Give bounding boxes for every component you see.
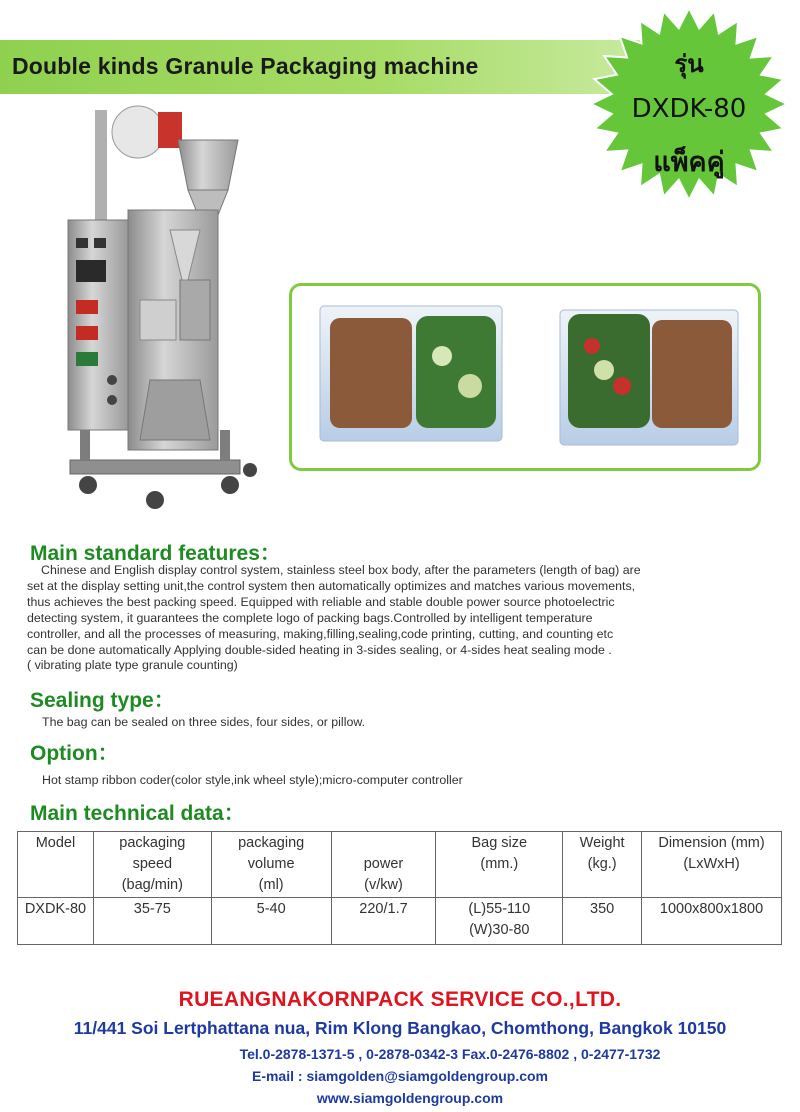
option-heading: Option：: [30, 742, 119, 765]
features-line: Chinese and English display control system, stainless steel box body, after the parameters (length of bag) are: [41, 563, 641, 577]
cell-volume: 5-40: [211, 898, 331, 945]
features-line: controller, and all the processes of measuring, making,filling,sealing,code printing, cutting, and counting etc: [27, 626, 614, 641]
header-speed: packaging speed (bag/min): [93, 832, 211, 898]
cell-model: DXDK-80: [18, 898, 94, 945]
technical-data-table: [17, 831, 782, 945]
company-tel: Tel.0-2878-1371-5 , 0-2878-0342-3 Fax.0-2476-8802 , 0-2477-1732: [239, 1046, 661, 1062]
product-photo-frame: [289, 283, 761, 471]
header-dimension: Dimension (mm) (LxWxH): [642, 832, 782, 898]
cell-weight: 350: [563, 898, 642, 945]
badge-model-number: DXDK-80: [631, 94, 747, 124]
company-email: E-mail : siamgolden@siamgoldengroup.com: [251, 1068, 549, 1084]
machine-image: [60, 100, 260, 520]
header-bag-size: Bag size (mm.): [436, 832, 563, 898]
features-line: ( vibrating plate type granule counting): [27, 658, 238, 673]
cell-power: 220/1.7: [331, 898, 436, 945]
badge-pack-label: แพ็คคู่: [653, 147, 725, 178]
header-model: Model: [18, 832, 94, 898]
page-title: Double kinds Granule Packaging machine: [12, 53, 479, 79]
features-heading: Main standard features：: [30, 542, 281, 565]
features-line: detecting system, it guarantees the complete logo of packing bags.Controlled by intelligent temperature: [27, 610, 593, 625]
packed-bags-image: [292, 286, 758, 468]
header-power: power (v/kw): [331, 832, 436, 898]
features-line: set at the display setting unit,the control system then automatically optimizes and matches various movements,: [27, 578, 636, 593]
header-weight: Weight (kg.): [563, 832, 642, 898]
badge-model-label: รุ่น: [674, 50, 704, 78]
features-line: can be done automatically Applying double-sided heating in 3-sides sealing, or 4-sides heat sealing mode .: [27, 642, 612, 657]
company-website: www.siamgoldengroup.com: [316, 1090, 504, 1106]
cell-speed: 35-75: [93, 898, 211, 945]
sealing-heading: Sealing type：: [30, 689, 175, 712]
sealing-text: The bag can be sealed on three sides, four sides, or pillow.: [42, 715, 366, 729]
features-line: thus achieves the best packing speed. Equipped with reliable and stable double power source photoelectric: [27, 594, 615, 609]
company-address: 11/441 Soi Lertphattana nua, Rim Klong Bangkao, Chomthong, Bangkok 10150: [73, 1018, 727, 1038]
features-text: [27, 563, 641, 674]
cell-dimension: 1000x800x1800: [642, 898, 782, 945]
technical-heading: Main technical data：: [30, 802, 245, 825]
company-name: RUEANGNAKORNPACK SERVICE CO.,LTD.: [178, 988, 622, 1011]
table-header-row: [18, 832, 782, 898]
header-volume: packaging volume (ml): [211, 832, 331, 898]
cell-bag-size: (L)55-110 (W)30-80: [436, 898, 563, 945]
option-text: Hot stamp ribbon coder(color style,ink wheel style);micro-computer controller: [42, 773, 463, 787]
table-row: [18, 898, 782, 945]
